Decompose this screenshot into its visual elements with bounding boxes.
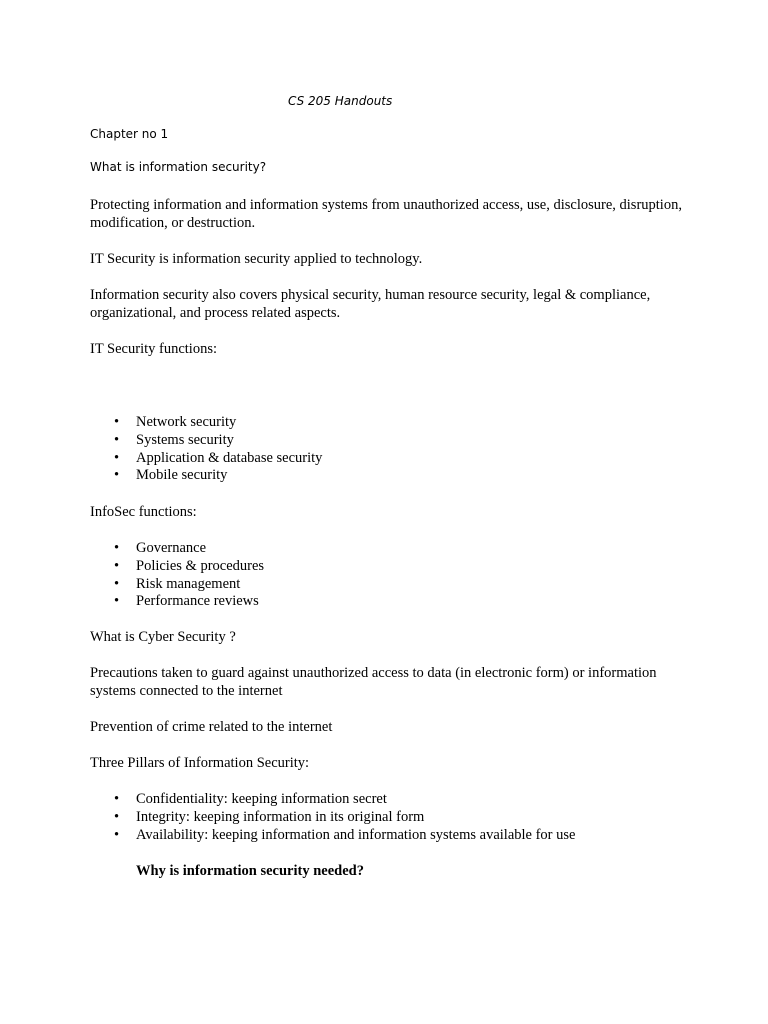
list-item: • Network security — [114, 414, 237, 430]
cyber-definition-paragraph: Precautions taken to guard against unauthorized access to data (in electronic form) or information systems connected to the internet — [90, 665, 657, 699]
bullet-icon: • — [114, 808, 120, 825]
scope-paragraph: Information security also covers physical security, human resource security, legal & compliance, organizational, and process related aspects. — [90, 287, 651, 321]
cyber-security-question: What is Cyber Security ? — [90, 629, 236, 645]
list-item: • Governance — [114, 540, 207, 556]
list-item: • Performance reviews — [114, 593, 259, 610]
infosec-functions-heading: InfoSec functions: — [90, 504, 197, 520]
it-functions-heading: IT Security functions: — [90, 341, 217, 357]
bullet-icon: • — [114, 467, 120, 484]
chapter-label: Chapter no 1 — [90, 127, 169, 141]
bullet-icon: • — [114, 414, 120, 430]
list-item: • Systems security — [114, 431, 234, 448]
crime-prevention-paragraph: Prevention of crime related to the internet — [90, 719, 333, 735]
list-item: • Application & database security — [114, 449, 323, 466]
pillars-list — [90, 791, 710, 844]
list-item: • Confidentiality: keeping information secret — [114, 791, 387, 807]
list-item: • Integrity: keeping information in its original form — [114, 808, 425, 825]
document-title: CS 205 Handouts — [288, 94, 393, 108]
bullet-icon: • — [114, 540, 120, 556]
bullet-icon: • — [114, 557, 120, 574]
bullet-icon: • — [114, 431, 120, 448]
bullet-icon: • — [114, 826, 120, 843]
it-security-paragraph: IT Security is information security applied to technology. — [90, 251, 423, 267]
infosec-functions-list — [90, 540, 710, 611]
pillars-heading: Three Pillars of Information Security: — [90, 755, 310, 771]
list-item: • Availability: keeping information and information systems available for use — [114, 826, 576, 843]
definition-paragraph: Protecting information and information systems from unauthorized access, use, disclosure, disruption, modification, or destruction. — [90, 197, 682, 231]
bullet-icon: • — [114, 575, 120, 592]
list-item: • Mobile security — [114, 467, 228, 484]
bullet-icon: • — [114, 449, 120, 466]
list-item: • Risk management — [114, 575, 241, 592]
it-functions-list — [90, 414, 710, 485]
question-heading: What is information security? — [90, 160, 267, 174]
why-needed-heading: Why is information security needed? — [136, 863, 364, 879]
list-item: • Policies & procedures — [114, 557, 265, 574]
bullet-icon: • — [114, 791, 120, 807]
bullet-icon: • — [114, 593, 120, 610]
